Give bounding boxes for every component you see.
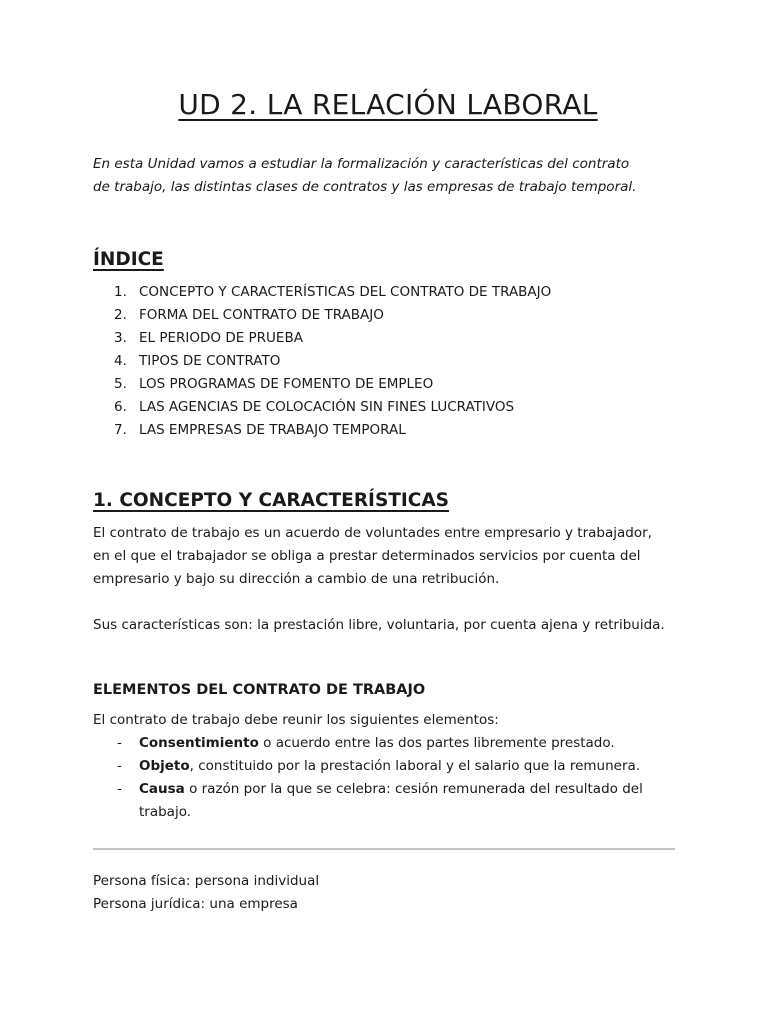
paragraph-line: El contrato de trabajo es un acuerdo de voluntades entre empresario y trabajador, — [93, 525, 652, 541]
intro-line: de trabajo, las distintas clases de contratos y las empresas de trabajo temporal. — [93, 179, 637, 195]
element-term: Causa — [139, 781, 185, 797]
elements-item — [93, 755, 683, 778]
index-label: TIPOS DE CONTRATO — [139, 353, 281, 369]
element-term: Consentimiento — [139, 735, 259, 751]
index-number: 6. — [114, 399, 127, 415]
index-number: 1. — [114, 284, 127, 300]
element-text: o razón por la que se celebra: cesión remunerada del resultado del trabajo. — [139, 781, 643, 820]
section-paragraph — [93, 522, 683, 591]
characteristics-paragraph: Sus características son: la prestación libre, voluntaria, por cuenta ajena y retribuida. — [93, 617, 665, 633]
index-label: CONCEPTO Y CARACTERÍSTICAS DEL CONTRATO DE TRABAJO — [139, 284, 552, 300]
page-title: UD 2. LA RELACIÓN LABORAL — [178, 88, 598, 121]
section-heading: 1. CONCEPTO Y CARACTERÍSTICAS — [93, 490, 449, 511]
subsection-heading: ELEMENTOS DEL CONTRATO DE TRABAJO — [93, 682, 426, 698]
index-label: LAS EMPRESAS DE TRABAJO TEMPORAL — [139, 422, 406, 438]
paragraph-line: empresario y bajo su dirección a cambio de una retribución. — [93, 571, 500, 587]
index-number: 5. — [114, 376, 127, 392]
elements-list — [93, 732, 683, 824]
index-label: FORMA DEL CONTRATO DE TRABAJO — [139, 307, 384, 323]
index-label: EL PERIODO DE PRUEBA — [139, 330, 303, 346]
note-line: Persona física: persona individual — [93, 873, 320, 889]
notes-block — [93, 870, 319, 916]
note-line: Persona jurídica: una empresa — [93, 896, 298, 912]
list-dash: - — [117, 758, 122, 774]
index-label: LAS AGENCIAS DE COLOCACIÓN SIN FINES LUCRATIVOS — [139, 399, 515, 415]
index-item — [93, 396, 551, 419]
index-number: 2. — [114, 307, 127, 323]
element-term: Objeto — [139, 758, 190, 774]
index-item — [93, 373, 551, 396]
index-list — [93, 281, 551, 442]
index-label: LOS PROGRAMAS DE FOMENTO DE EMPLEO — [139, 376, 434, 392]
list-dash: - — [117, 781, 122, 797]
intro-line: En esta Unidad vamos a estudiar la formalización y características del contrato — [93, 156, 630, 172]
index-heading: ÍNDICE — [93, 249, 164, 270]
intro-paragraph — [93, 153, 663, 199]
elements-intro: El contrato de trabajo debe reunir los siguientes elementos: — [93, 712, 499, 728]
list-dash: - — [117, 735, 122, 751]
paragraph-line: en el que el trabajador se obliga a prestar determinados servicios por cuenta del — [93, 548, 641, 564]
elements-item — [93, 778, 683, 824]
elements-item — [93, 732, 683, 755]
index-item — [93, 281, 551, 304]
index-item — [93, 350, 551, 373]
element-text: , constituido por la prestación laboral y el salario que la remunera. — [189, 758, 641, 774]
index-number: 4. — [114, 353, 127, 369]
element-text: o acuerdo entre las dos partes libremente prestado. — [258, 735, 615, 751]
index-number: 3. — [114, 330, 127, 346]
index-item — [93, 304, 551, 327]
index-item — [93, 419, 551, 442]
index-number: 7. — [114, 422, 127, 438]
index-item — [93, 327, 551, 350]
horizontal-divider — [93, 848, 675, 850]
